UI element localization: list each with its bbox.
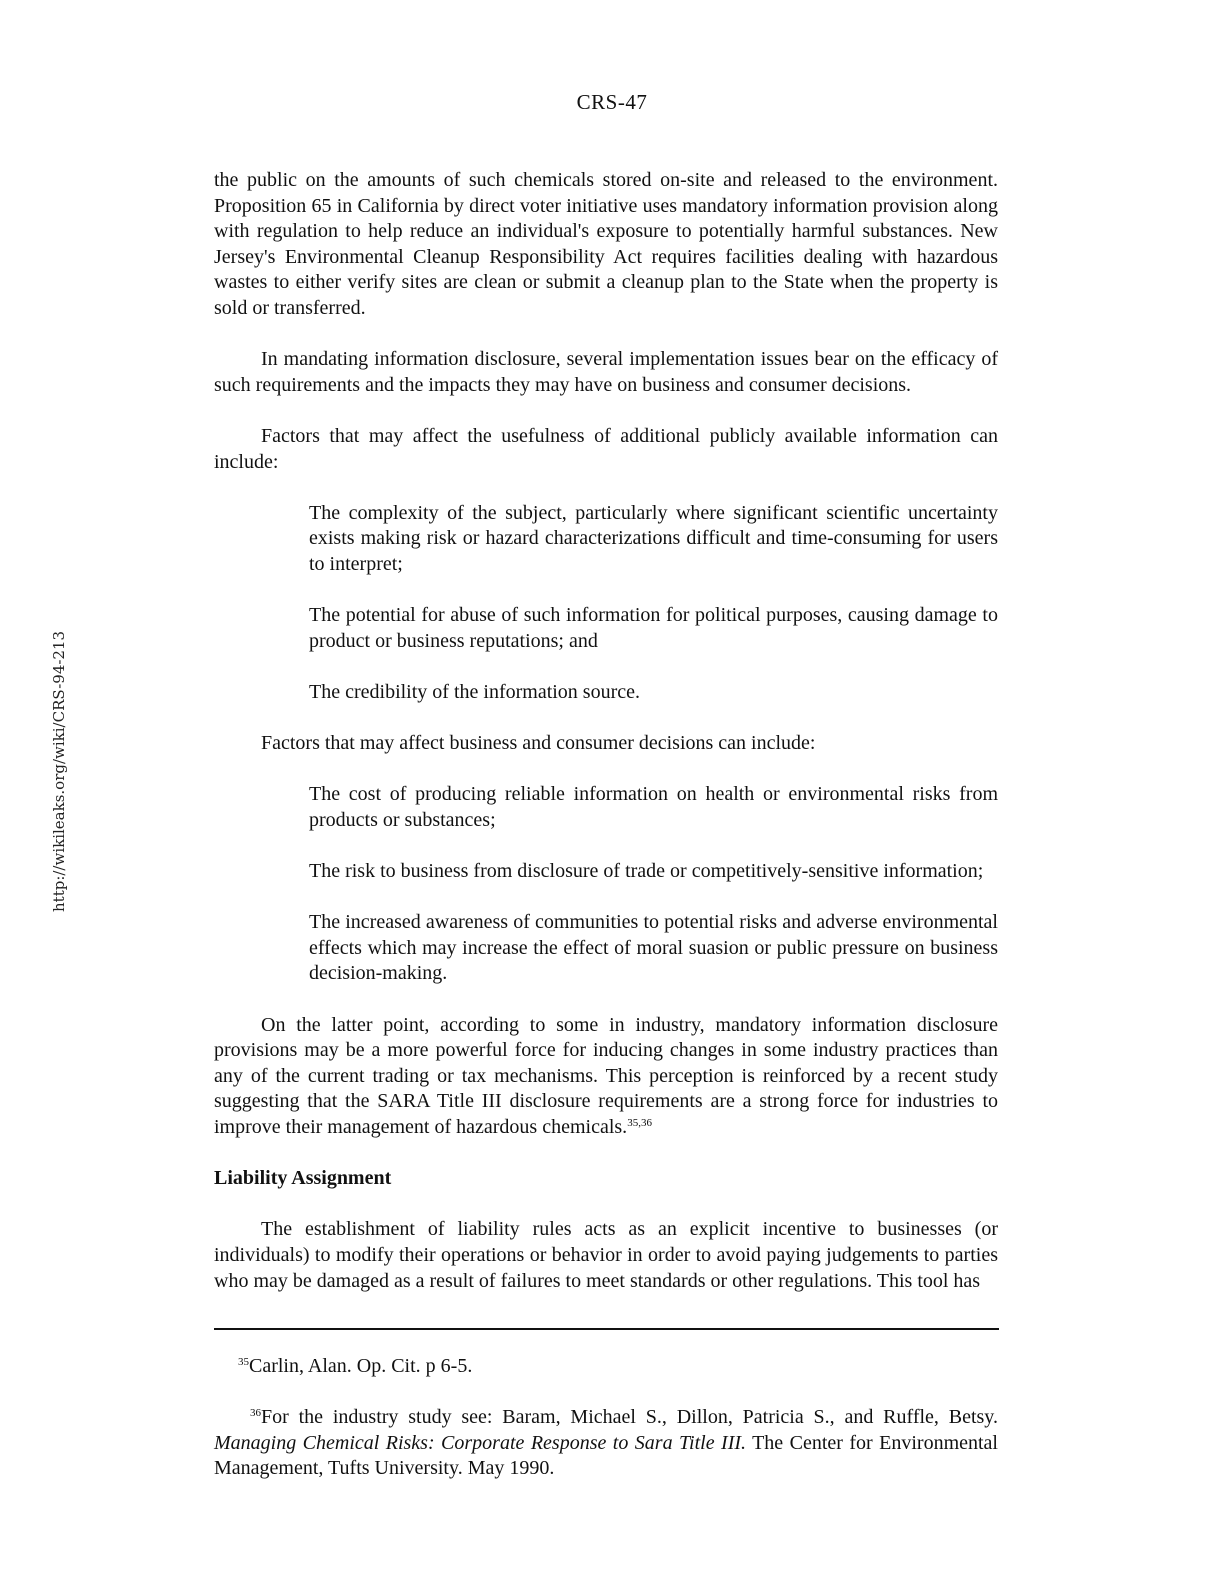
list-item-awareness: The increased awareness of communities to potential risks and adverse environmental effects which may increase the effect of moral suasion or public pressure on business decision-making. (309, 911, 998, 985)
paragraph-1: the public on the amounts of such chemicals stored on-site and released to the environment. Proposition 65 in California by direct voter initiative uses mandatory information provision along with regulation to help reduce an individual's exposure to potentially harmful substances. New Jersey's Environmental Cleanup Responsibility Act requires facilities dealing with hazardous wastes to either verify sites are clean or submit a cleanup plan to the State when the property is sold or transferred. (214, 169, 998, 319)
list-item-risk: The risk to business from disclosure of trade or competitively-sensitive information; (309, 860, 984, 883)
footnote-number-35: 35 (238, 1356, 249, 1368)
source-url-watermark[interactable]: http://wikileaks.org/wiki/CRS-94-213 (50, 630, 68, 912)
footnote-36-book-title: Managing Chemical Risks: Corporate Response to Sara Title III. (214, 1431, 747, 1454)
list-item-abuse: The potential for abuse of such information for political purposes, causing damage to product or business reputations; and (309, 604, 998, 652)
paragraph-5-text: On the latter point, according to some in industry, mandatory information disclosure provisions may be a more powerful force for inducing changes in some industry practices than any of the current trading or tax mechanisms. This perception is reinforced by a recent study suggesting that the SARA Title III disclosure requirements are a strong force for industries to improve their management of hazardous chemicals. (214, 1013, 998, 1138)
paragraph-3: Factors that may affect the usefulness of additional publicly available information can include: (214, 424, 998, 473)
footnote-divider (214, 1328, 999, 1330)
paragraph-2: In mandating information disclosure, several implementation issues bear on the efficacy of such requirements and the impacts they may have on business and consumer decisions. (214, 348, 998, 396)
footnote-35 (214, 1354, 998, 1380)
document-body (214, 168, 998, 1320)
list-item-complexity: The complexity of the subject, particularly where significant scientific uncertainty exists making risk or hazard characterizations difficult and time-consuming for users to interpret; (309, 501, 998, 575)
paragraph-4: Factors that may affect business and consumer decisions can include: (261, 732, 816, 755)
footnotes-section (214, 1354, 998, 1508)
paragraph-6: The establishment of liability rules acts as an explicit incentive to businesses (or individuals) to modify their operations or behavior in order to avoid paying judgements to parties who may be damaged as a result of failures to meet standards or other regulations. This tool has (214, 1218, 998, 1292)
paragraph-5 (214, 1013, 998, 1141)
footnote-36 (214, 1405, 998, 1482)
section-heading-liability: Liability Assignment (214, 1167, 392, 1190)
page-number-header: CRS-47 (576, 90, 648, 114)
footnote-ref-35-36[interactable]: 35,36 (627, 1116, 652, 1129)
footnote-number-36: 36 (250, 1407, 261, 1420)
list-item-cost: The cost of producing reliable information on health or environmental risks from products or substances; (309, 783, 998, 831)
list-item-credibility: The credibility of the information source. (309, 680, 641, 703)
footnote-35-text: Carlin, Alan. Op. Cit. p 6-5. (249, 1355, 473, 1377)
footnote-36-text-before: For the industry study see: Baram, Michael S., Dillon, Patricia S., and Ruffle, Betsy. (261, 1406, 998, 1429)
footnote-36-text-after: The Center for Environmental Management, Tufts University. May 1990. (214, 1431, 998, 1480)
